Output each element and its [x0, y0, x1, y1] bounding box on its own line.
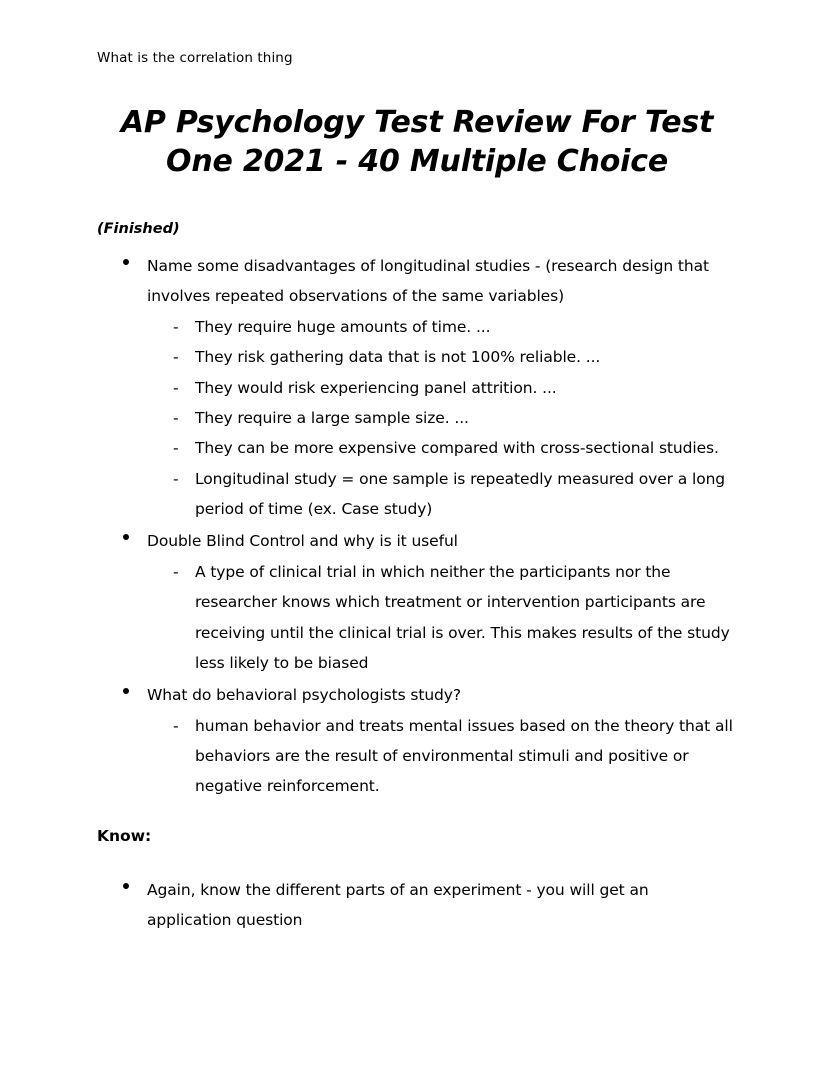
list-item	[97, 875, 737, 936]
status-badge: (Finished)	[97, 221, 180, 238]
sub-list-item	[147, 342, 737, 372]
dash-marker-icon: -	[173, 378, 179, 397]
main-list	[97, 251, 737, 802]
sub-list-item	[147, 403, 737, 433]
dash-marker-icon: -	[173, 317, 179, 336]
page-title: AP Psychology Test Review For Test One 2021 - 40 Multiple Choice	[120, 104, 714, 180]
sub-list-item	[147, 433, 737, 463]
dash-marker-icon: -	[173, 716, 179, 735]
list-item-text: What do behavioral psychologists study?	[147, 686, 461, 705]
section-heading-know: Know:	[97, 826, 152, 845]
sub-list-item-text: human behavior and treats mental issues based on the theory that all behaviors are the result of environmental stimuli and positive or negative reinforcement.	[195, 716, 733, 796]
dash-marker-icon: -	[173, 562, 179, 581]
sub-list-item	[147, 312, 737, 342]
sub-list-item-text: They risk gathering data that is not 100% reliable. ...	[195, 348, 601, 367]
dash-marker-icon: -	[173, 439, 179, 458]
sub-list-item	[147, 711, 737, 802]
list-item	[97, 251, 737, 524]
document-content	[97, 0, 737, 936]
bullet-dot-icon	[123, 883, 129, 889]
closing-list	[97, 875, 737, 936]
sub-list-item	[147, 373, 737, 403]
sub-list-item-text: Longitudinal study = one sample is repeatedly measured over a long period of time (ex. Case study)	[195, 469, 726, 519]
list-item-text: Again, know the different parts of an experiment - you will get an application question	[147, 880, 649, 930]
list-item-text: Name some disadvantages of longitudinal studies - (research design that involves repeated observations of the same variables)	[147, 257, 709, 306]
list-item-text: Double Blind Control and why is it useful	[147, 532, 458, 551]
sub-list-item-text: A type of clinical trial in which neither the participants nor the researcher knows which treatment or intervention participants are receiving until the clinical trial is over. This makes results of the study less likely to be biased	[195, 562, 730, 672]
sub-list	[147, 711, 737, 802]
list-item	[97, 526, 737, 678]
bullet-dot-icon	[123, 534, 129, 540]
list-item	[97, 680, 737, 802]
dash-marker-icon: -	[173, 348, 179, 367]
bullet-dot-icon	[123, 259, 129, 265]
sub-list-item	[147, 464, 737, 525]
header-note: What is the correlation thing	[97, 50, 293, 66]
sub-list	[147, 312, 737, 525]
dash-marker-icon: -	[173, 469, 179, 488]
sub-list-item-text: They can be more expensive compared with cross-sectional studies.	[195, 439, 719, 458]
sub-list-item-text: They require a large sample size. ...	[195, 408, 469, 427]
sub-list-item	[147, 557, 737, 679]
dash-marker-icon: -	[173, 408, 179, 427]
sub-list	[147, 557, 737, 679]
sub-list-item-text: They require huge amounts of time. ...	[195, 317, 491, 336]
bullet-dot-icon	[123, 688, 129, 694]
sub-list-item-text: They would risk experiencing panel attrition. ...	[195, 378, 557, 397]
